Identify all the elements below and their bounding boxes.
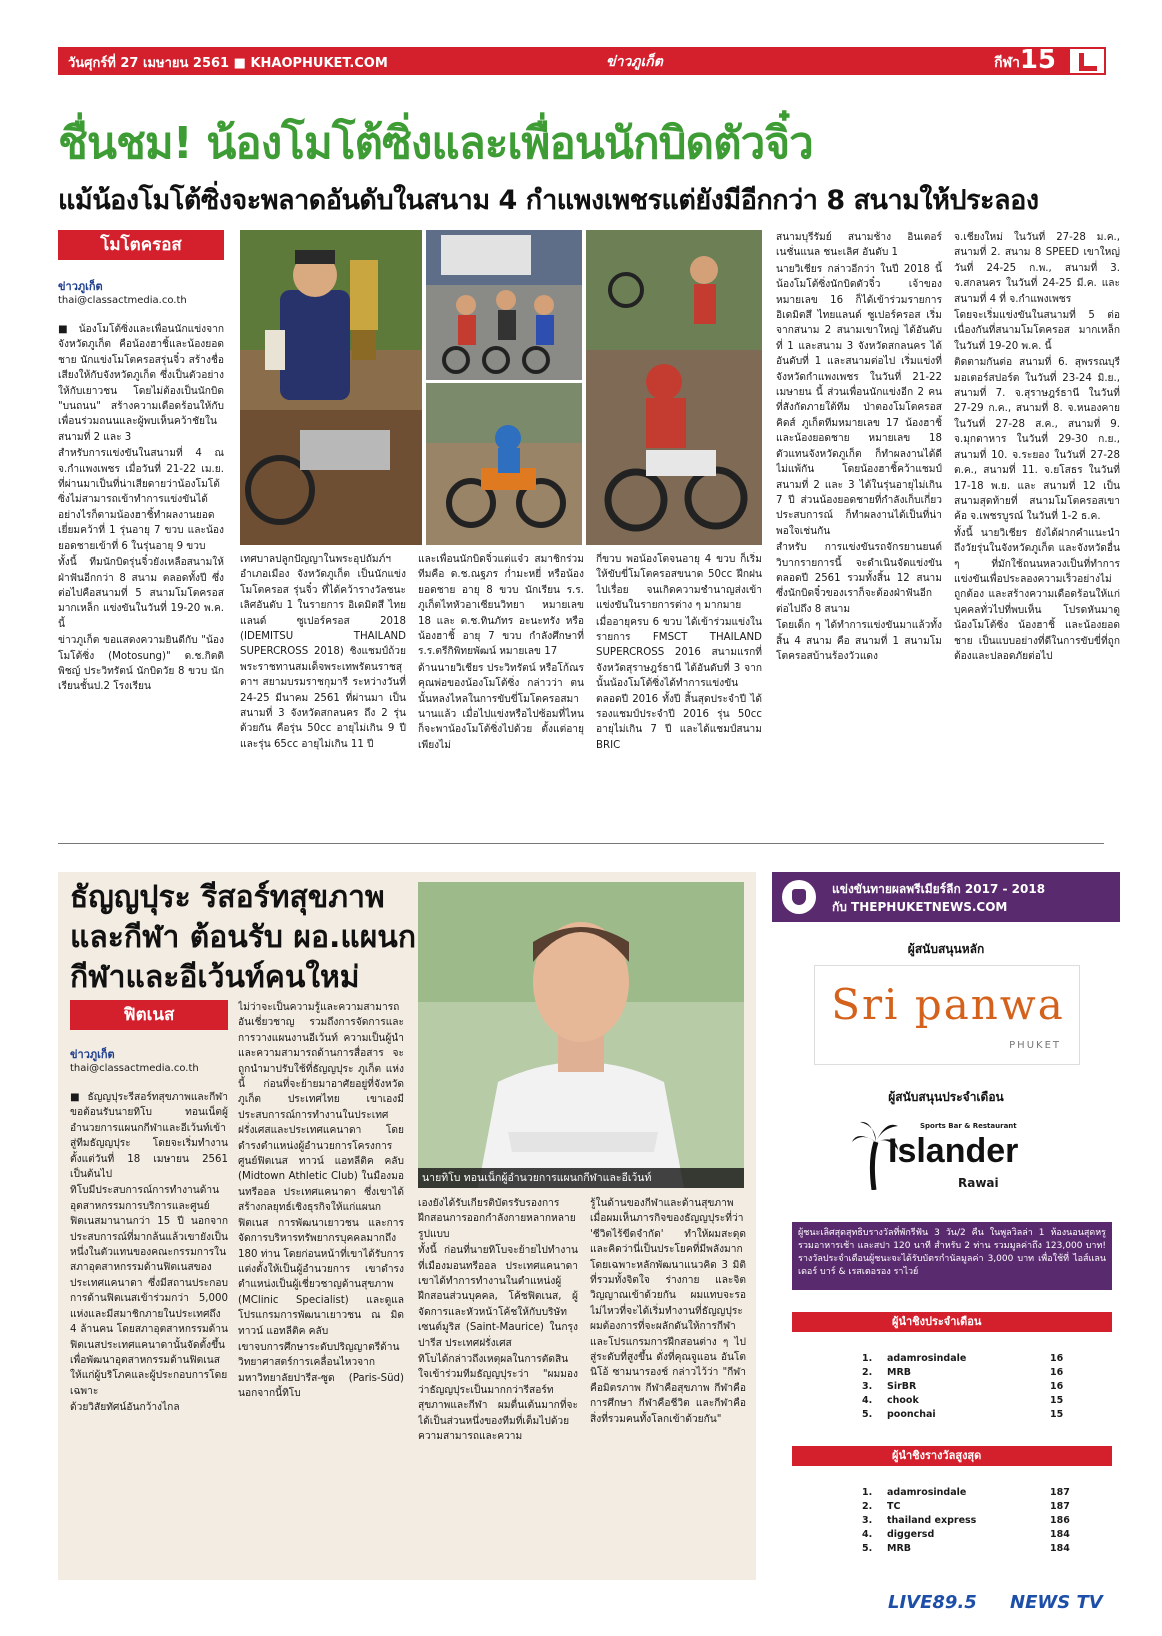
article1-column-1: ■ น้องโมโต้ซิ่งและเพื่อนนักแข่งจากจังหวัดภูเก็ต คือน้องฮาชิ้และน้องยอดชาย นักแข่งโมโตครอสรุ่นจิ๋ว สร้างชื่อเสียงให้กับจังหวัดภูเก็ต ซึ่งเป็นตัวอย่างให้กับเยาวชน โดยไม่ต้องเป็นนักบิด "บนถนน" สร้างความเดือดร้อนให้กับเพื่อนร่วมถนนและผู้พบเห็นคว้าชัยในสนามที่ 2 และ 3 สำหรับการแข่งขันในสนามที่ 4 ณ จ.กำแพงเพชร เมื่อวันที่ 21-22 เม.ย. ที่ผ่านมาเป็นที่น่าเสียดายว่าน้องโมโต้ซิ่งไม่สามารถเข้าทำการแข่งขันได้อย่างไรก็ตามน้องฮาชิ้ทำผลงานยอดเยี่ยมคว้าที่ 1 รุ่นอายุ 7 ขวบ และน้องยอดชายเข้าที่ 6 ในรุ่นอายุ 9 ขวบ ทั้งนี้ ทีมนักบิดรุ่นจิ๋วยังเหลือสนามให้ฝ่าฟันอีกกว่า 8 สนาม ตลอดทั้งปี ซึ่งต่อไปคือสนามที่ 5 สนามโมโตครอส มากเหล็ก แข่งขันในวันที่ 19-20 พ.ค. นี้ ข่าวภูเก็ต ขอแสดงความยินดีกับ "น้องโมโต้ซิ่ง (Motosung)" ด.ช.กิตติพิชญ์ ประวิทรัตน์ นักบิดวัย 8 ขวบ นักเรียนชั้นป.2 โรงเรียน (58, 324, 224, 693)
article1-column-3: และเพื่อนนักบิดจิ๋วแต่แจ๋ว สมาชิกร่วมทีมคือ ด.ช.ณฐภร ก่ำมะหยี่ หรือน้องยอดชาย อายุ 8 ขวบ นักเรียน ร.ร. ภูเก็ตไทหัวอาเซียนวิทยา หมายเลข 18 และ ด.ช.ทินภัทร อะนะทรัง หรือน้องฮาชิ้ อายุ 7 ขวบ กำลังศึกษาที่ ร.ร.ตรีกิพิทยพัฒน์ หมายเลข 17 ด้านนายวิเชียร ประวิทรัตน์ หรือโก้ณร คุณพ่อของน้องโมโต้ซิ่ง กล่าวว่า ตนนั้นหลงไหลในการขับขี่โมโตครอสมานานแล้ว เมื่อไปแข่งหรือไปซ้อมที่ไหนก็จะพาน้องโมโต้ซิ่งไปด้วย ตั้งแต่อายุเพียงไม่ (418, 554, 584, 751)
sponsor1-sub: PHUKET (1009, 1040, 1061, 1051)
table-row: 1. adamrosindale 187 (862, 1487, 1070, 1498)
page-number: 15 (1019, 45, 1056, 75)
table-row: 1. adamrosindale 16 (862, 1353, 1064, 1364)
article2-headline: ธัญญปุระ รีสอร์ทสุขภาพ และกีฬา ต้อนรับ ผอ.แผนก กีฬาและอีเว้นท์คนใหม่ (70, 880, 416, 995)
monthly-leaders-title: ผู้นำชิงประจำเดือน (792, 1312, 1112, 1332)
table-row: 4. diggersd 184 (862, 1529, 1070, 1540)
sponsor2-tagline: Sports Bar & Restaurant (920, 1122, 1017, 1130)
article2-column-2: ไม่ว่าจะเป็นความรู้และความสามารถอันเชี่ยวชาญ รวมถึงการจัดการและการวางแผนงานอีเว้นท์ ความเป็นผู้นำและความสามารถด้านการสื่อสาร จะถูกนำมาปรับใช้ที่ธัญญปุระ ภูเก็ต แห่งนี้ ก่อนที่จะย้ายมาอาศัยอยู่ที่จังหวัดภูเก็ต ประเทศไทย เขาเองมีประสบการณ์การทำงานในประเทศฝรั่งเศสและประเทศแคนาดา โดยดำรงตำแหน่งผู้อำนวยการโครงการศูนย์ฟิตเนส ทาวน์ แอทลีติค คลับ (Midtown Athletic Club) ในมืองมอนทรีออล ประเทศแคนาดา ซึ่งเขาได้สร้างกลยุทธ์เชิงธุรกิจให้แก่แผนกฟิตเนส การพัฒนาเยาวชน และการจัดการบริหารทรัพยากรบุคคลมากถึง 180 ท่าน โดยก่อนหน้าที่เขาได้รับการแต่งตั้งให้เป็นผู้อำนวยการ เขาดำรงตำแหน่งเป็นผู้เชี่ยวชาญด้านสุขภาพ (MClinic Specialist) และดูแลโปรแกรมการพัฒนาเยาวชน ณ มิดทาวน์ แอทลีติค คลับ เขาจบการศึกษาระดับปริญญาตรีด้านวิทยาศาสตร์การเคลื่อนไหวจากมหาวิทยาลัยปารีส-ซูด (Paris-Süd) นอกจากนี้ทิโบ (238, 1002, 404, 1400)
premier-league-banner (772, 872, 1120, 922)
section-name: กีฬา (994, 55, 1020, 71)
table-row: 4. chook 15 (862, 1395, 1064, 1406)
sponsor2-name: Islander (888, 1132, 1019, 1170)
table-row: 3. thailand express 186 (862, 1515, 1070, 1526)
article1-subheadline: แม้น้องโมโต้ซิ่งจะพลาดอันดับในสนาม 4 กำแพงเพชรแต่ยังมีอีกกว่า 8 สนามให้ประลอง (58, 185, 1039, 216)
table-row: 5. poonchai 15 (862, 1409, 1064, 1420)
article1-headline: ชื่นชม! น้องโมโต้ซิ่งและเพื่อนนักบิดตัวจิ๋ว (58, 118, 813, 169)
byline-email: thai@classactmedia.co.th (70, 1063, 199, 1074)
banner-title: แข่งขันทายผลพรีเมียร์ลีก 2017 - 2018 (832, 882, 1046, 896)
issue-date: วันศุกร์ที่ 27 เมษายน 2561 ■ KHAOPHUKET.COM (68, 56, 388, 71)
photo-director-portrait (418, 882, 744, 1188)
article2-column-3: เองยังได้รับเกียรติบัตรรับรองการฝึกสอนการออกกำลังกายหลากหลายรูปแบบ ทั้งนี้ ก่อนที่นายทิโบจะย้ายไปทำงานที่เมืองมอนทรีออล ประเทศแคนาดา เขาได้ทำการทำงานในตำแหน่งผู้ฝึกสอนส่วนบุคคล, โค้ชฟิตเนส, ผู้จัดการและหัวหน้าโค้ชให้กับบริษัทเซนต์มูริส (Saint-Maurice) ในกรุงปารีส ประเทศฝรั่งเศส ทิโบได้กล่าวถึงเหตุผลในการตัดสินใจเข้าร่วมทีมธัญญปุระว่า "ผมมองว่าธัญญปุระเป็นมากกว่ารีสอร์ทสุขภาพและกีฬา ผมตื่นเต้นมากที่จะได้เป็นส่วนหนึ่งของทีมที่เต็มไปด้วยความสามารถและความ (418, 1198, 578, 1443)
article1-column-2: เทศบาลปลูกปัญญาในพระอุปถัมภ์ฯ อำเภอเมือง จังหวัดภูเก็ต เป็นนักแข่งโมโตครอส รุ่นจิ๋ว ที่ได้คว้ารางวัลชนะเลิศอันดับ 1 ในรายการ อิเดมิตสึ ไทยแลนด์ ซูเปอร์ครอส 2018 (IDEMITSU THAILAND SUPERCROSS 2018) ชิงแชมป์ถ้วยพระราชทานสมเด็จพระเทพรัตนราชสุดาฯ สยามบรมราชกุมารี ระหว่างวันที่ 24-25 มีนาคม 2561 ที่ผ่านมา เป็นสนามที่ 3 จังหวัดสกลนคร ถึง 2 รุ่นด้วยกัน คือรุ่น 50cc อายุไม่เกิน 9 ปี และรุ่น 65cc อายุไม่เกิน 11 ปี (240, 554, 406, 750)
article1-column-4: กี่ขวบ พอน้องโตจนอายุ 4 ขวบ ก็เริ่มให้ขับขี่โมโตครอสขนาด 50cc ฝึกฝนไปเรื่อย จนเกิดความชำนาญส่งเข้าแข่งขันในรายการต่าง ๆ มากมาย เมื่ออายุครบ 6 ขวบ ได้เข้าร่วมแข่งในรายการ FMSCT THAILAND SUPERCROSS 2016 สนามแรกที่จังหวัดสุราษฎร์ธานี ได้อันดับที่ 3 จากนั้นน้องโมโต้ซิ่งได้ทำการแข่งขันตลอดปี 2016 ทั้งปี สิ้นสุดประจำปี ได้รองแชมป์ประจำปี 2016 รุ่น 50cc อายุไม่เกิน 7 ปี และได้แชมป์สนาม BRIC (596, 554, 762, 751)
live-radio-logo: LIVE89.5 (888, 1592, 977, 1613)
monthly-leaderboard (792, 1352, 1112, 1422)
byline: ข่าวภูเก็ต thai@classactmedia.co.th (70, 1048, 199, 1074)
table-row: 2. TC 187 (862, 1501, 1070, 1512)
photo-boy-trophy (240, 230, 422, 545)
section-corner-icon (1068, 47, 1106, 75)
sponsor2-sub: Rawai (958, 1176, 999, 1190)
premier-league-logo-icon (782, 880, 816, 914)
article1-column-6: จ.เชียงใหม่ ในวันที่ 27-28 ม.ค., สนามที่ 2. สนาม 8 SPEED เขาใหญ่ วันที่ 24-25 ก.พ., สนามที่ 3. จ.สกลนคร ในวันที่ 24-25 มี.ค. และสนามที่ 4 ที่ จ.กำแพงเพชร โดยจะเริ่มแข่งขันในสนามที่ 5 ต่อเนื่องกันที่สนามโมโตครอส มากเหล็ก ในวันที่ 19-20 พ.ค. นี้ ติดตามกันต่อ สนามที่ 6. สุพรรณบุรี มอเตอร์สปอร์ต ในวันที่ 23-24 มิ.ย., สนามที่ 7. จ.สุราษฎร์ธานี ในวันที่ 27-29 ก.ค., สนามที่ 8. จ.หนองคาย ในวันที่ 27-28 ส.ค., สนามที่ 9. จ.มุกดาหาร ในวันที่ 29-30 ก.ย., สนามที่ 10. จ.ระยอง ในวันที่ 27-28 ต.ค., สนามที่ 11. จ.ยโสธร ในวันที่ 17-18 พ.ย. และ สนามที่ 12 เป็นสนามสุดท้ายที่ สนามโมโตครอสเขาค้อ จ.เพชรบูรณ์ ในวันที่ 1-2 ธ.ค. ทั้งนี้ นายวิเชียร ยังได้ฝากคำแนะนำถึงวัยรุ่นในจังหวัดภูเก็ต และจังหวัดอื่น ๆ ที่มักใช้ถนนหลวงเป็นที่ทำการแข่งขันเพื่อประลองความเร็วอย่างไม่ถูกต้อง และสร้างความเดือดร้อนให้แก่บุคคลทั่วไปที่พบเห็น โปรดหันมาดู น้องโมโต้ซิ่ง น้องฮาชิ้ และน้องยอดชาย เป็นแบบอย่างที่ดีในการขับขี่ที่ถูกต้องและปลอดภัยต่อไป (954, 232, 1120, 662)
article1-column-5: สนามบุรีรัมย์ สนามช้าง อินเตอร์เนชั่นแนล ชนะเลิศ อันดับ 1 นายวิเชียร กล่าวอีกว่า ในปี 2018 นี้น้องโมโต้ซิ่งนักบิดตัวจิ๋ว เจ้าของหมายเลข 16 ก็ได้เข้าร่วมรายการ อิเดมิตสึ ไทยแลนด์ ซูเปอร์ครอส เริ่มจากสนาม 2 สนามเขาใหญ่ ได้อันดับที่ 1 และสนาม 3 จังหวัดสกลนคร ได้อันดับที่ 1 และสนามต่อไป เริ่มแข่งที่จังหวัดกำแพงเพชร ในวันที่ 21-22 เมษายน นี้ ส่วนเพื่อนนักแข่งอีก 2 คน ที่สังกัดภายใต้ทีม ป่าตองโมโตครอสคิดส์ ภูเก็ตทีมหมายเลข 17 น้องฮาชิ้ และน้องยอดชาย หมายเลข 18 ตัวแทนจังหวัดภูเก็ต ก็ทำผลงานได้ดีไม่แพ้กัน โดยน้องฮาชิ้คว้าแชมป์สนามที่ 2 และ 3 ได้ในรุ่นอายุไม่เกิน 7 ปี ส่วนน้องยอดชายที่กำลังเก็บเกี่ยวประสบการณ์ ก็ทำผลงานได้เป็นที่น่าพอใจเช่นกัน สำหรับ การแข่งขันรถจักรยานยนต์วิบากรายการนี้ จะดำเนินจัดแข่งขันตลอดปี 2561 รวมทั้งสิ้น 12 สนาม ซึ่งนักบิดจิ๋วของเราก็จะต้องฝ่าฟันอีกต่อไปถึง 8 สนาม โดยเด็ก ๆ ได้ทำการแข่งขันมาแล้วทั้งสิ้น 4 สนาม คือ สนามที่ 1 สนามโมโตครอสบ้านร้องวัวแดง (776, 232, 942, 662)
byline-email: thai@classactmedia.co.th (58, 295, 187, 306)
section-tag-fitness: ฟิตเนส (70, 1000, 228, 1030)
masthead: ข่าวภูเก็ต (606, 54, 663, 70)
section-tag: โมโตครอส (58, 230, 224, 260)
table-row: 5. MRB 184 (862, 1543, 1070, 1554)
top-bar (58, 47, 1106, 75)
photo-riders-group (426, 230, 582, 380)
photo-caption: นายทิโบ ทอนเน็กผู้อำนวยการแผนกกีฬาและอีเว้นท์ (418, 1168, 744, 1188)
article2-column-1: ■ ธัญญปุระรีสอร์ทสุขภาพและกีฬาขอต้อนรับนายทิโบ ทอนเน็ตผู้อำนวยการแผนกกีฬาและอีเว้นท์เข้าสู่ทีมธัญญปุระ โดยจะเริ่มทำงานตั้งแต่วันที่ 18 เมษายน 2561 เป็นต้นไป ทิโบมีประสบการณ์การทำงานด้านอุตสาหกรรมการบริการและศูนย์ฟิตเนสมานานกว่า 15 ปี นอกจากประสบการณ์ที่มากล้นแล้วเขายังเป็นหนึ่งในตัวแทนของคณะกรรมการในสภาอุตสาหกรรมด้านฟิตเนสของประเทศแคนาดา ซึ่งมีสถานประกอบการด้านฟิตเนสเข้าร่วมกว่า 5,000 แห่งและมีสมาชิกภายในประเทศถึง 4 ล้านคน โดยสภาอุตสาหกรรมด้านฟิตเนสประเทศแคนาดานั้นจัดตั้งขึ้นเพื่อพัฒนาอุตสาหกรรมด้านฟิตเนสให้แก่ผู้บริโภคและผู้ประกอบการโดยเฉพาะ ด้วยวิสัยทัศน์อันกว้างไกล (70, 1092, 228, 1414)
monthly-sponsor-label: ผู้สนับสนุนประจำเดือน (888, 1090, 1004, 1104)
table-row: 2. MRB 16 (862, 1367, 1064, 1378)
byline: ข่าวภูเก็ต thai@classactmedia.co.th (58, 280, 187, 306)
section-divider (58, 843, 1104, 844)
sponsor-sripanwa-logo (814, 965, 1080, 1065)
table-row: 3. SirBR 16 (862, 1381, 1064, 1392)
overall-leaderboard (792, 1486, 1112, 1556)
sponsor-islander-logo (848, 1112, 1048, 1207)
news-tv-logo: NEWS TV (1010, 1592, 1103, 1613)
banner-subtitle: กับ THEPHUKETNEWS.COM (832, 900, 1008, 914)
prize-description: ผู้ชนะเลิศสุดสุทธิบรางวัลที่พักรีฟัน 3 วัน/2 คืน ในพูลวิลล่า 1 ห้องนอนสุดหรู รวมอาหารเช้า และสปา 120 นาที สำหรับ 2 ท่าน รวมมูลค่าถึง 123,000 บาท! รางวัลประจำเดือนผู้ชนะจะได้รับบัตรกำนัลมูลค่า 3,000 บาท เพื่อใช้ที่ ไอส์แลนเดอร์ บาร์ & เรสเตอรอง ราไวย์ (792, 1222, 1112, 1290)
main-sponsor-label: ผู้สนับสนุนหลัก (907, 942, 985, 956)
overall-leaders-title: ผู้นำชิงรางวัลสูงสุด (792, 1446, 1112, 1466)
sponsor1-name: Sri panwa (831, 980, 1065, 1029)
photo-rider-jump (426, 383, 582, 545)
article2-column-4: รู้ในด้านของกีฬาและด้านสุขภาพ เมื่อผมเห็นภารกิจของธัญญปุระที่ว่า 'ชีวิตไร้ขีดจำกัด' ทำให้ผมสะดุดและคิดว่านี่เป็นประโยคที่มีพลังมากโดยเฉพาะหลักพัฒนาแนวคิด 3 มิติที่รวมทั้งจิตใจ ร่างกาย และจิตวิญญาณเข้าด้วยกัน ผมแทบจะรอไม่ไหวที่จะได้เริ่มทำงานที่ธัญญปุระ ผมต้องการที่จะผลักดันให้การกีฬาและโปรแกรมการฝึกสอนต่าง ๆ ไปสู่ระดับที่สูงขึ้น ดั่งที่คุณจูแอน อันโตนิโอ้ ซามนารองช์ กล่าวไว้ว่า "กีฬาคือมิตรภาพ กีฬาคือสุขภาพ กีฬาคือการศึกษา กีฬาคือชีวิต และกีฬาคือสิ่งที่รวมคนทั้งโลกเข้าด้วยกัน" (590, 1198, 746, 1425)
photo-rider-track (586, 230, 762, 545)
